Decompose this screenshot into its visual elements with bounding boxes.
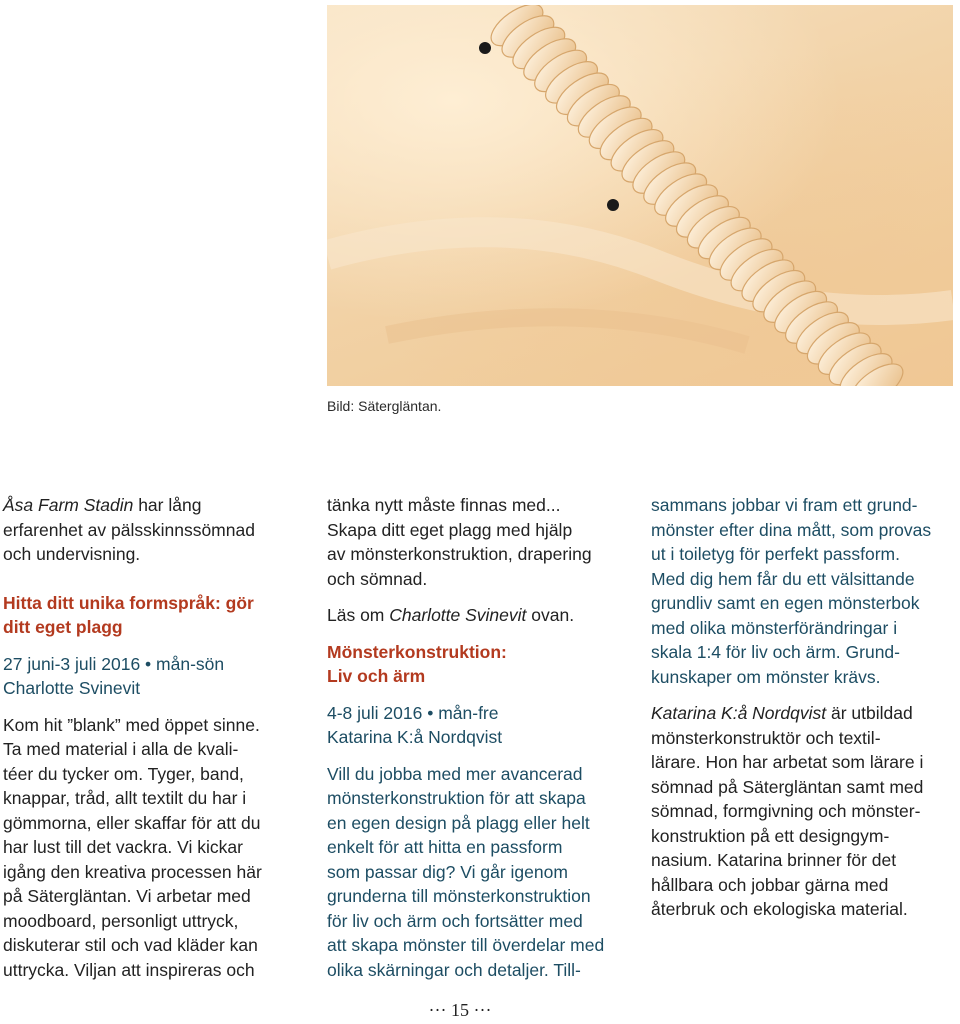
bio-line xyxy=(651,701,956,726)
course-teacher: Charlotte Svinevit xyxy=(3,678,141,698)
body-line: knappar, tråd, allt textilt du har i xyxy=(3,788,247,808)
body-line: sammans jobbar vi fram ett grund- xyxy=(651,495,918,515)
column-2 xyxy=(327,493,632,982)
bio-line: sömnad på Sätergläntan samt med xyxy=(651,776,924,797)
intro-line: och undervisning. xyxy=(3,544,141,564)
body-line: uttrycka. Viljan att inspireras och xyxy=(3,959,255,980)
body-line: och sömnad. xyxy=(327,568,428,589)
course-description xyxy=(327,762,632,983)
course-title: Hitta ditt unika formspråk: gör xyxy=(3,592,254,613)
course-title: ditt eget plagg xyxy=(3,617,123,637)
intro-line xyxy=(3,493,303,518)
course-title: Liv och ärm xyxy=(327,666,426,686)
body-line: Ta med material i alla de kvali- xyxy=(3,739,239,759)
body-line: på Sätergläntan. Vi arbetar med xyxy=(3,886,251,906)
body-line: diskuterar stil och vad kläder kan xyxy=(3,935,258,955)
body-line: en egen design på plagg eller helt xyxy=(327,812,590,833)
teacher-bio xyxy=(651,701,956,922)
page-number: ··· 15 ··· xyxy=(428,1000,492,1020)
body-line: har lust till det vackra. Vi kickar xyxy=(3,837,243,857)
body-line: skala 1:4 för liv och ärm. Grund- xyxy=(651,642,900,662)
body-line: som passar dig? Vi går igenom xyxy=(327,861,568,882)
intro-name: Åsa Farm Stadin xyxy=(3,495,134,515)
course-description-cont xyxy=(651,493,956,689)
read-more-text: Läs om xyxy=(327,605,390,625)
body-line: att skapa mönster till överdelar med xyxy=(327,935,605,955)
pin-head-icon xyxy=(479,42,491,54)
body-line: igång den kreativa processen här xyxy=(3,861,262,882)
course-date: 4-8 juli 2016 • mån-fre xyxy=(327,702,499,723)
body-line: mönster efter dina mått, som provas xyxy=(651,519,932,540)
column-1 xyxy=(3,493,303,982)
course-title: Mönsterkonstruktion: xyxy=(327,641,507,662)
bio-line: lärare. Hon har arbetat som lärare i xyxy=(651,752,924,772)
read-more-text: ovan. xyxy=(526,605,575,625)
course-teacher: Katarina K:å Nordqvist xyxy=(327,727,503,747)
body-line: téer du tycker om. Tyger, band, xyxy=(3,763,244,784)
bio-line: sömnad, formgivning och mönster- xyxy=(651,801,921,821)
body-line: moodboard, personligt uttryck, xyxy=(3,910,239,931)
bio-text: är utbildad xyxy=(826,703,913,723)
fabric-photo xyxy=(327,5,953,386)
body-line: Vill du jobba med mer avancerad xyxy=(327,763,583,784)
body-line: Kom hit ”blank” med öppet sinne. xyxy=(3,714,260,735)
bio-name: Katarina K:å Nordqvist xyxy=(651,703,827,723)
body-line: Med dig hem får du ett välsittande xyxy=(651,568,915,589)
intro-text: har lång xyxy=(133,495,202,515)
body-line: av mönsterkonstruktion, drapering xyxy=(327,544,592,564)
read-more-name: Charlotte Svinevit xyxy=(389,605,527,625)
body-line: för liv och ärm och fortsätter med xyxy=(327,910,583,931)
bio-line: konstruktion på ett designgym- xyxy=(651,825,890,846)
bio-line: nasium. Katarina brinner för det xyxy=(651,850,897,870)
body-line: mönsterkonstruktion för att skapa xyxy=(327,788,586,808)
course-description xyxy=(3,713,303,983)
intro-line: erfarenhet av pälsskinnssömnad xyxy=(3,519,255,540)
body-line: med olika mönsterförändringar i xyxy=(651,617,898,638)
body-line: ut i toiletyg för perfekt passform. xyxy=(651,544,900,564)
body-line: Skapa ditt eget plagg med hjälp xyxy=(327,519,573,540)
body-line: grundliv samt en egen mönsterbok xyxy=(651,593,920,613)
body-line: tänka nytt måste finnas med... xyxy=(327,495,561,515)
course-date: 27 juni-3 juli 2016 • mån-sön xyxy=(3,653,225,674)
ruffle-trim-illustration xyxy=(327,5,953,386)
bio-line: återbruk och ekologiska material. xyxy=(651,899,908,919)
body-line: olika skärningar och detaljer. Till- xyxy=(327,959,581,980)
body-line: enkelt för att hitta en passform xyxy=(327,837,563,857)
read-more-line xyxy=(327,603,632,628)
pin-head-icon xyxy=(607,199,619,211)
photo-caption: Bild: Sätergläntan. xyxy=(327,398,442,414)
body-line: kunskaper om mönster krävs. xyxy=(651,666,881,687)
bio-line: hållbara och jobbar gärna med xyxy=(651,874,889,895)
body-line: gömmorna, eller skaffar för att du xyxy=(3,812,261,833)
bio-line: mönsterkonstruktör och textil- xyxy=(651,727,881,748)
body-line: grunderna till mönsterkonstruktion xyxy=(327,886,591,906)
column-3 xyxy=(651,493,956,922)
